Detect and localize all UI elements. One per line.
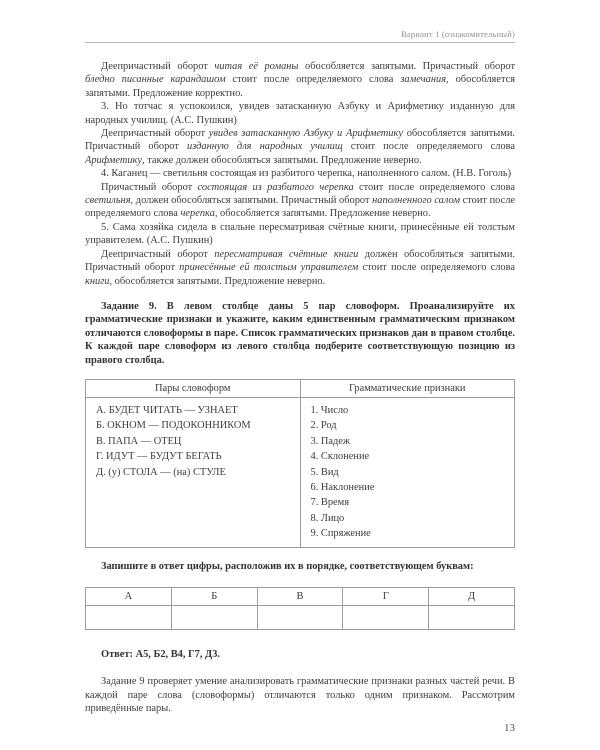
text-segment: обособляется запятыми. Причастный оборот xyxy=(298,61,515,72)
quoted-phrase: состоящая из разбитого черепка xyxy=(197,181,354,193)
text-segment: , также должен обособляться запятыми. Предложение неверно. xyxy=(142,154,422,166)
text-segment: стоит после определяемого слова xyxy=(85,195,515,220)
text-segment: стоит после определяемого слова xyxy=(353,181,515,193)
answer-table-head xyxy=(86,588,515,606)
variant-label: Вариант 1 (ознакомительный) xyxy=(401,29,515,39)
page-header xyxy=(85,24,515,42)
pair-item: Б. ОКНОМ — ПОДОКОННИКОМ xyxy=(96,420,251,432)
analysis-paragraph xyxy=(85,248,515,288)
col-header-features: Грамматические признаки xyxy=(300,379,515,397)
text-segment: стоит после определяемого слова xyxy=(342,141,516,153)
pair-item: В. ПАПА — ОТЕЦ xyxy=(96,435,182,447)
answer-col-b: Б xyxy=(171,588,257,606)
feature-item: 1. Число xyxy=(310,404,349,416)
page-number: 13 xyxy=(504,722,515,734)
features-list xyxy=(311,403,505,542)
answer-col-v: В xyxy=(257,588,343,606)
feature-item: 7. Время xyxy=(310,497,349,509)
answer-blank-cell xyxy=(86,606,172,630)
feature-item: 4. Склонение xyxy=(310,451,370,463)
task-statement: Задание 9. В левом столбце даны 5 пар словоформ. Проанализируйте их грамматические признаки и укажите, каким единственным грамматическим признаком отличаются словоформы в паре. Список грамматических признаков дан в правом столбце. К каждой паре словоформ из левого столбца подберите соответствующую позицию из правого столбца. xyxy=(85,300,515,366)
text-segment: Причастный оборот xyxy=(101,181,198,193)
answer-col-a: А xyxy=(86,588,172,606)
text-segment: Деепричастный оборот xyxy=(101,248,215,260)
table-header-row xyxy=(86,379,515,397)
text-segment: обособляется запятыми. Причастный оборот xyxy=(85,128,515,153)
closing-paragraph: Задание 9 проверяет умение анализировать грамматические признаки разных частей речи. В каждой паре слова (словоформы) отличаются только одним признаком. Рассмотрим приведённые пары. xyxy=(85,676,515,715)
feature-item: 3. Падеж xyxy=(310,435,351,447)
quoted-phrase: наполненного салом xyxy=(372,195,460,207)
wordforms-table xyxy=(85,379,515,548)
wordforms-table-head xyxy=(86,379,515,397)
table-body-row xyxy=(86,397,515,547)
quoted-phrase: замечания xyxy=(400,74,447,86)
page-content xyxy=(85,60,515,716)
text-segment: Деепричастный оборот xyxy=(101,128,209,140)
text-segment: , обособляется запятыми. Предложение неверно. xyxy=(214,208,431,220)
pair-item: Г. ИДУТ — БУДУТ БЕГАТЬ xyxy=(96,451,222,463)
text-segment: стоит после определяемого слова xyxy=(358,262,515,274)
answer-blank-row xyxy=(86,606,515,630)
pair-item: А. БУДЕТ ЧИТАТЬ — УЗНАЕТ xyxy=(96,404,238,416)
text-segment: должен обособляться запятыми. Причастный оборот xyxy=(85,248,516,274)
quoted-phrase: пересматривая счётные книги xyxy=(214,248,359,260)
analysis-paragraph xyxy=(85,127,515,167)
answer-table xyxy=(85,587,515,630)
quoted-phrase: изданную для народных училищ xyxy=(187,141,343,153)
features-cell xyxy=(300,397,515,547)
text-segment: 3. Но тотчас я успокоился, увидев затасканную Азбуку и Арифметику изданную для народных училищ. (А.С. Пушкин) xyxy=(85,101,515,126)
feature-item: 9. Спряжение xyxy=(310,528,371,540)
quoted-phrase: принесённые ей толстым управителем xyxy=(179,262,359,274)
answer-line: Ответ: А5, Б2, В4, Г7, Д3. xyxy=(101,649,220,660)
pairs-list xyxy=(96,403,290,480)
text-segment: , должен обособляться запятыми. Причастный оборот xyxy=(130,195,373,207)
feature-item: 6. Наклонение xyxy=(310,481,375,493)
text-segment: стоит после определяемого слова xyxy=(225,74,401,86)
answer-blank-cell xyxy=(171,606,257,630)
text-segment: Деепричастный оборот xyxy=(101,61,215,72)
answer-col-d: Д xyxy=(429,588,515,606)
example-sentence xyxy=(85,221,515,248)
answer-table-body xyxy=(86,606,515,630)
answer-blank-cell xyxy=(429,606,515,630)
text-segment: , обособляется запятыми. Предложение неверно. xyxy=(109,275,326,287)
feature-item: 5. Вид xyxy=(310,466,339,478)
col-header-pairs: Пары словоформ xyxy=(86,379,301,397)
example-sentence xyxy=(85,100,515,127)
pair-item: Д. (у) СТОЛА — (на) СТУЛЕ xyxy=(96,466,226,478)
quoted-phrase: светильня xyxy=(85,195,131,207)
header-divider xyxy=(85,42,515,43)
answer-blank-cell xyxy=(257,606,343,630)
quoted-phrase: бледно писанные карандашом xyxy=(85,74,226,86)
answer-blank-cell xyxy=(343,606,429,630)
analysis-paragraph xyxy=(85,181,515,221)
analysis-paragraph xyxy=(85,60,515,100)
text-segment: 5. Сама хозяйка сидела в спальне пересматривая счётные книги, принесённые ей толстым управителем. (А.С. Пушкин) xyxy=(85,221,515,247)
quoted-phrase: увидев затасканную Азбуку и Арифметику xyxy=(208,128,403,140)
quoted-phrase: читая её романы xyxy=(214,61,299,72)
example-sentence xyxy=(85,167,515,180)
wordforms-table-body xyxy=(86,397,515,547)
quoted-phrase: черепка xyxy=(180,208,215,220)
answer-col-g: Г xyxy=(343,588,429,606)
answer-header-row xyxy=(86,588,515,606)
quoted-phrase: Арифметику xyxy=(85,154,142,166)
feature-item: 2. Род xyxy=(310,420,337,432)
feature-item: 8. Лицо xyxy=(310,512,345,524)
text-segment: 4. Каганец — светильня состоящая из разбитого черепка, наполненного салом. (Н.В. Гоголь) xyxy=(101,168,512,180)
pairs-cell xyxy=(86,397,301,547)
text-segment: , обособляется запятыми. Предложение корректно. xyxy=(85,74,516,99)
write-instruction: Запишите в ответ цифры, расположив их в порядке, соответствующем буквам: xyxy=(101,560,474,572)
quoted-phrase: книги xyxy=(85,275,110,287)
